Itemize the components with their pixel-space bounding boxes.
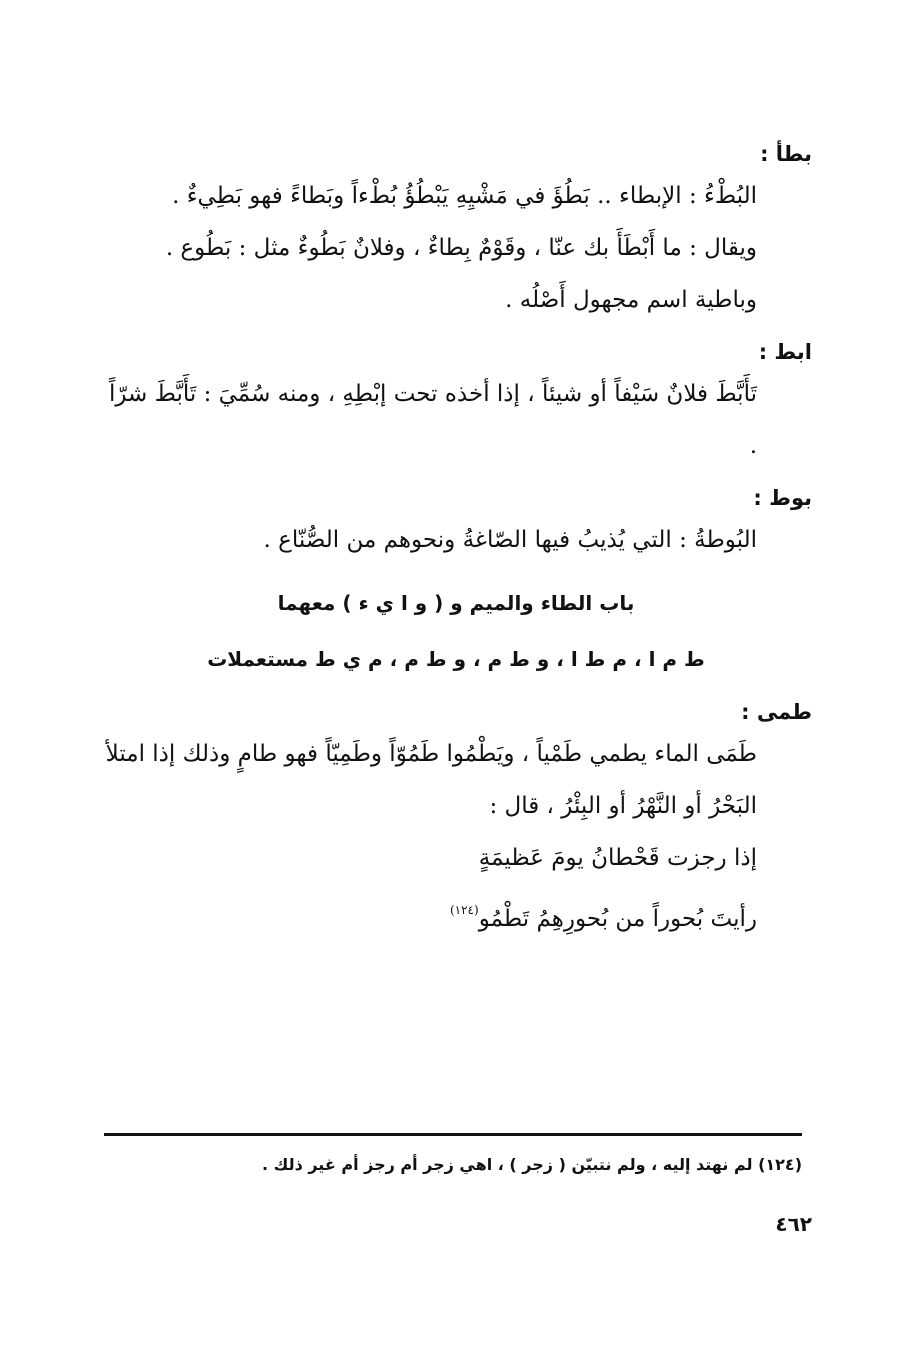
footnote-marker: (١٢٤) xyxy=(449,903,479,917)
page-number: ٤٦٢ xyxy=(775,1212,812,1236)
footnote-divider xyxy=(104,1133,802,1136)
entry-head-tama: طمى : xyxy=(741,700,812,724)
entry-head-bawt: بوط : xyxy=(753,486,812,510)
entry-abata-para-1: تَأَبَّطَ فلانٌ سَيْفاً أو شيئاً ، إذا أخذه تحت إبْطِهِ ، ومنه سُمِّيَ : تَأَبَّطَ شرّاً . xyxy=(108,381,757,459)
chapter-subtitle: ط م ا ، م ط ا ، و ط م ، و ط م ، م ي ط مستعملات xyxy=(207,647,705,671)
entry-bawt-para-1: البُوطةُ : التي يُذيبُ فيها الصّاغةُ ونحوهم من الصُّنّاع . xyxy=(263,527,757,553)
chapter-title: باب الطاء والميم و ( و ا ي ء ) معهما xyxy=(277,591,635,615)
entry-tama-para-1: طَمَى الماء يطمي طَمْياً ، ويَطْمُوا طَمُوّاً وطَمِيّاً فهو طامٍ وذلك إذا امتلأ البَحْرُ أو النَّهْرُ أو البِئْرُ ، قال : xyxy=(105,741,757,819)
page-body xyxy=(100,138,812,945)
verse-line-1: إذا رجزت قَحْطانُ يومَ عَظيمَةٍ xyxy=(478,845,757,871)
verse-line-2 xyxy=(100,884,812,945)
entry-bata-para-1: البُطْءُ : الإبطاء .. بَطُؤَ في مَشْيِهِ يَبْطُؤُ بُطْءاً وبَطاءً فهو بَطِيءٌ . xyxy=(172,183,757,209)
entry-bata-para-2: ويقال : ما أَبْطَأَ بك عنّا ، وقَوْمٌ بِطاءٌ ، وفلانٌ بَطُوءٌ مثل : بَطُوع . xyxy=(165,235,757,261)
verse-line-2-text: رأيتَ بُحوراً من بُحورِهِمُ تَطْمُو xyxy=(478,906,757,932)
entry-head-abata: ابط : xyxy=(758,340,812,364)
footnote: (١٢٤) لم نهتد إليه ، ولم نتبيّن ( زجر ) ، اهي زجر أم رجز أم غير ذلك . xyxy=(262,1155,802,1174)
entry-bata-para-3: وباطية اسم مجهول أَصْلُه . xyxy=(505,287,757,313)
entry-head-bata: بطأ : xyxy=(760,142,812,166)
